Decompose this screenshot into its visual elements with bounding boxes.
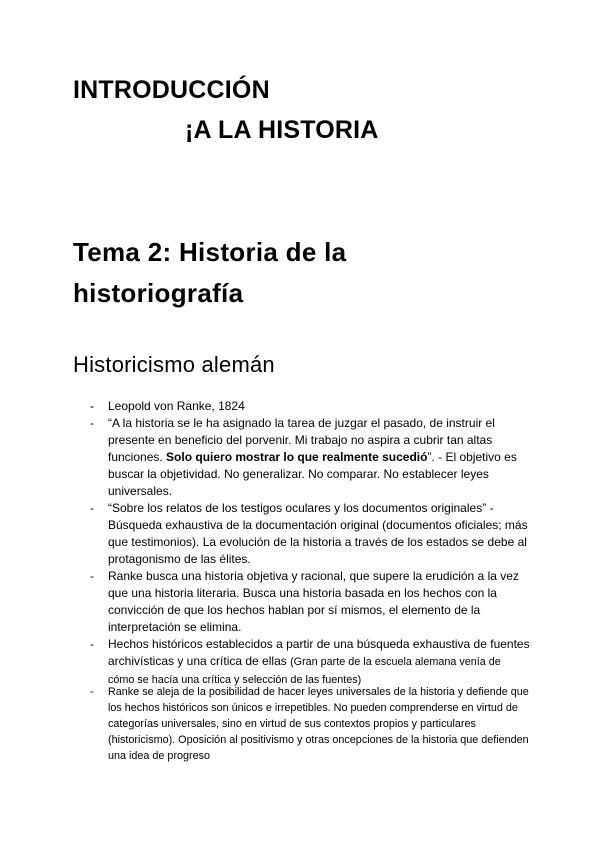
bullet-text: ”. - El objetivo es buscar la objetividad. No generalizar. No comparar. No establecer leyes universales.: [108, 450, 517, 498]
document-title-line-1: INTRODUCCIÓN: [73, 76, 270, 104]
bullet-text: Leopold von Ranke, 1824: [108, 399, 245, 413]
section-heading: Historicismo alemán: [73, 352, 275, 377]
list-item: [90, 684, 530, 764]
bullet-text: Hechos históricos establecidos a partir de una búsqueda exhaustiva de fuentes archivísticas y una crítica de ellas: [108, 637, 530, 668]
bullet-note: (Gran parte de la escuela alemana venía de cómo se hacía una crítica y selección de las fuentes): [108, 656, 501, 686]
tema-heading-line-1: Tema 2: Historia de la: [73, 237, 347, 267]
list-item: [90, 415, 530, 500]
bullet-bold-quote: Solo quiero mostrar lo que realmente sucedió: [166, 450, 428, 464]
list-item: [90, 636, 530, 689]
tema-heading: [73, 232, 493, 314]
list-item: [90, 568, 530, 636]
list-item: [90, 398, 530, 415]
bullet-list-secondary: [90, 684, 530, 764]
bullet-text: “A la historia se le ha asignado la tarea de juzgar el pasado, de instruir el presente en beneficio del porvenir. Mi trabajo no aspira a cubrir tan altas funciones.: [108, 416, 495, 464]
tema-heading-line-2: historiografía: [73, 278, 244, 308]
document-title-line-2: ¡A LA HISTORIA: [185, 116, 379, 144]
bullet-text: “Sobre los relatos de los testigos oculares y los documentos originales” - Búsqueda exhaustiva de la documentación original (documentos oficiales; más que testimonios). La evolución de la historia a través de los estados se debe al protagonismo de las élites.: [108, 501, 528, 566]
bullet-text: Ranke se aleja de la posibilidad de hacer leyes universales de la historia y defiende que los hechos históricos son únicos e irrepetibles. No pueden comprenderse en virtud de categorías universales, sino en virtud de sus contextos propios y particulares (historicismo). Oposición al positivismo y otras oncepciones de la historia que defienden una idea de progreso: [108, 686, 529, 762]
bullet-text: Ranke busca una historia objetiva y racional, que supere la erudición a la vez que una historia literaria. Busca una historia basada en los hechos con la convicción de que los hechos hablan por sí mismos, el elemento de la interpretación se elimina.: [108, 569, 519, 634]
bullet-list: [90, 398, 530, 689]
list-item: [90, 500, 530, 568]
